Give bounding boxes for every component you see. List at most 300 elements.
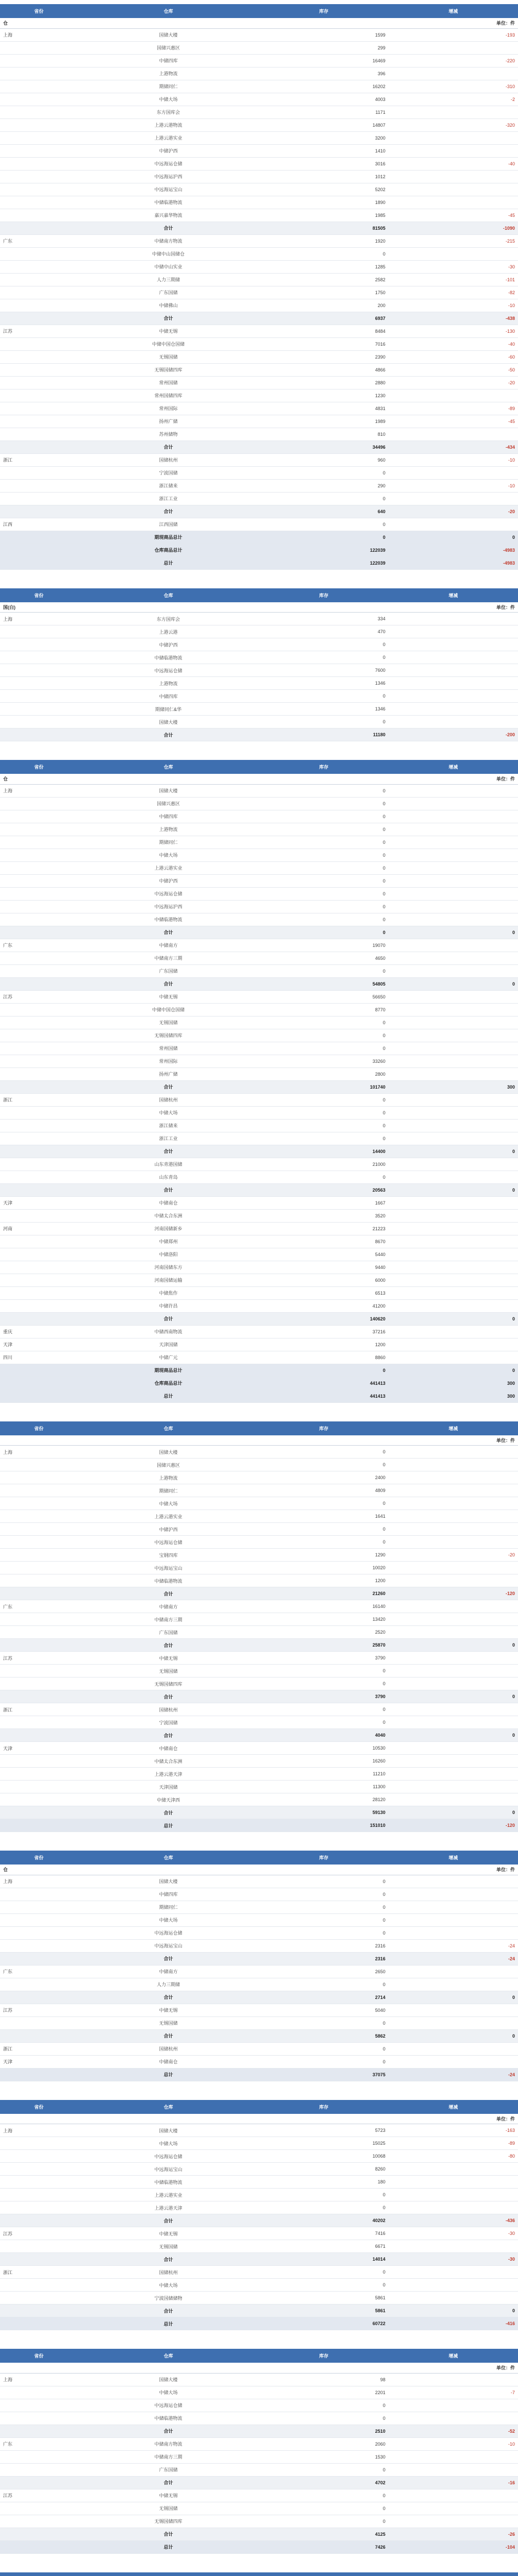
province-cell <box>0 2502 78 2515</box>
table-row <box>0 376 518 389</box>
stock-cell: 8860 <box>259 1351 389 1364</box>
table-row <box>0 2515 518 2528</box>
stock-cell: 0 <box>259 1042 389 1055</box>
province-cell <box>0 2279 78 2292</box>
table-row <box>0 2016 518 2029</box>
stock-cell: 101740 <box>259 1080 389 1093</box>
stock-cell: 16469 <box>259 54 389 67</box>
store-cell: 中远海运宝山 <box>78 2163 259 2176</box>
change-cell <box>389 952 518 964</box>
table-row <box>0 1235 518 1248</box>
stock-cell: 0 <box>259 1446 389 1459</box>
subtotal-row <box>0 1587 518 1600</box>
subtotal-row <box>0 2528 518 2540</box>
header-stock: 库存 <box>259 2349 389 2363</box>
change-cell <box>389 2176 518 2189</box>
province-cell <box>0 1377 78 1389</box>
header-province: 省份 <box>0 760 78 774</box>
province-cell <box>0 900 78 913</box>
province-cell <box>0 196 78 209</box>
table-row <box>0 2150 518 2163</box>
province-cell <box>0 1016 78 1029</box>
table-row <box>0 1793 518 1806</box>
province-cell <box>0 2292 78 2304</box>
report-title-row <box>0 18 518 28</box>
province-cell <box>0 913 78 926</box>
table-row <box>0 2137 518 2150</box>
store-cell: 国储杭州 <box>78 453 259 466</box>
stock-cell: 470 <box>259 625 389 638</box>
store-cell: 中储沪西 <box>78 638 259 651</box>
store-cell: 中储南仓 <box>78 1742 259 1755</box>
stock-cell: 0 <box>259 2042 389 2055</box>
stock-cell: 0 <box>259 1016 389 1029</box>
province-cell <box>0 1716 78 1729</box>
header-change: 增减 <box>389 588 518 602</box>
province-cell <box>0 1183 78 1196</box>
table-row <box>0 67 518 80</box>
subtotal-row <box>0 2253 518 2266</box>
change-cell: -52 <box>389 2425 518 2437</box>
table-row <box>0 1755 518 1768</box>
change-cell <box>389 664 518 677</box>
table-row <box>0 651 518 664</box>
province-cell <box>0 1055 78 1067</box>
table-row <box>0 196 518 209</box>
header-store: 仓库 <box>78 4 259 18</box>
province-cell <box>0 1562 78 1574</box>
province-cell: 广东 <box>0 1965 78 1978</box>
table-row <box>0 887 518 900</box>
province-cell <box>0 836 78 849</box>
total-row <box>0 531 518 544</box>
province-cell <box>0 2540 78 2553</box>
province-cell <box>0 1209 78 1222</box>
province-cell <box>0 1389 78 1402</box>
table-row <box>0 1106 518 1119</box>
table-row <box>0 157 518 170</box>
change-cell <box>389 492 518 505</box>
change-cell <box>389 1613 518 1626</box>
table-row <box>0 913 518 926</box>
stock-cell: 2714 <box>259 1991 389 2004</box>
stock-cell: 0 <box>259 810 389 823</box>
change-cell: -30 <box>389 2227 518 2240</box>
province-cell <box>0 1901 78 1913</box>
province-cell <box>0 1364 78 1377</box>
table-row <box>0 1978 518 1991</box>
province-cell <box>0 1991 78 2004</box>
header-change: 增减 <box>389 760 518 774</box>
province-cell: 江苏 <box>0 990 78 1003</box>
store-cell: 中储中国仓国储 <box>78 337 259 350</box>
change-cell: -30 <box>389 2253 518 2266</box>
table-row <box>0 183 518 196</box>
store-cell: 宁波国储 <box>78 1716 259 1729</box>
table-row <box>0 273 518 286</box>
report-table <box>0 588 518 742</box>
stock-report-table <box>0 4 518 570</box>
store-cell: 中储大场 <box>78 849 259 861</box>
store-cell: 中储大场 <box>78 1913 259 1926</box>
stock-cell: 1750 <box>259 286 389 299</box>
stock-cell: 151010 <box>259 1819 389 1832</box>
store-cell: 浙江工业 <box>78 492 259 505</box>
store-cell: 人力三期储 <box>78 1978 259 1991</box>
stock-cell: 960 <box>259 453 389 466</box>
store-cell: 国储杭州 <box>78 2266 259 2279</box>
stock-cell: 0 <box>259 913 389 926</box>
province-cell <box>0 350 78 363</box>
change-cell <box>389 900 518 913</box>
header-stock: 库存 <box>259 588 389 602</box>
table-row <box>0 2189 518 2201</box>
stock-report-table <box>0 2572 518 2576</box>
store-cell: 上港物流 <box>78 823 259 836</box>
stock-cell: 2520 <box>259 1626 389 1639</box>
table-row <box>0 1286 518 1299</box>
store-cell: 上港云港物流 <box>78 118 259 131</box>
change-cell <box>389 170 518 183</box>
table-row <box>0 41 518 54</box>
table-row <box>0 350 518 363</box>
stock-cell: 7416 <box>259 2227 389 2240</box>
province-cell: 江西 <box>0 518 78 531</box>
table-row <box>0 1703 518 1716</box>
table-row <box>0 2450 518 2463</box>
change-cell: 0 <box>389 1639 518 1652</box>
subtotal-row <box>0 1312 518 1325</box>
table-row <box>0 1768 518 1781</box>
change-cell <box>389 1196 518 1209</box>
change-cell <box>389 1042 518 1055</box>
province-cell: 上海 <box>0 613 78 625</box>
stock-cell: 4650 <box>259 952 389 964</box>
store-cell: 中储南方三期 <box>78 952 259 964</box>
change-cell: -20 <box>389 376 518 389</box>
province-cell <box>0 716 78 728</box>
change-cell: -4983 <box>389 556 518 569</box>
store-cell: 合计 <box>78 2476 259 2489</box>
province-cell <box>0 1665 78 1677</box>
change-cell: -104 <box>389 2540 518 2553</box>
table-row <box>0 415 518 428</box>
change-cell <box>389 2004 518 2016</box>
stock-cell: 0 <box>259 2055 389 2068</box>
province-cell <box>0 2214 78 2227</box>
province-cell: 天津 <box>0 1338 78 1351</box>
report-title-row <box>0 2363 518 2373</box>
stock-cell: 290 <box>259 479 389 492</box>
store-cell: 合计 <box>78 2425 259 2437</box>
stock-cell: 0 <box>259 1888 389 1901</box>
store-cell: 宁波国储 <box>78 466 259 479</box>
change-cell <box>389 784 518 797</box>
store-cell: 河南国储东方 <box>78 1261 259 1274</box>
store-cell: 中远海运仓储 <box>78 2150 259 2163</box>
stock-cell: 0 <box>259 2266 389 2279</box>
change-cell <box>389 1875 518 1888</box>
table-row <box>0 2042 518 2055</box>
stock-cell: 6513 <box>259 1286 389 1299</box>
province-cell <box>0 1145 78 1158</box>
stock-cell: 10020 <box>259 1562 389 1574</box>
province-cell <box>0 664 78 677</box>
stock-cell: 98 <box>259 2373 389 2386</box>
change-cell <box>389 1781 518 1793</box>
stock-cell: 0 <box>259 651 389 664</box>
stock-cell: 0 <box>259 1364 389 1377</box>
stock-cell: 5040 <box>259 2004 389 2016</box>
province-cell <box>0 823 78 836</box>
stock-cell: 5202 <box>259 183 389 196</box>
province-cell <box>0 625 78 638</box>
table-row <box>0 170 518 183</box>
stock-cell: 0 <box>259 1171 389 1183</box>
store-cell: 国储大楼 <box>78 1446 259 1459</box>
header-store: 仓库 <box>78 1421 259 1435</box>
province-cell <box>0 2463 78 2476</box>
table-row <box>0 402 518 415</box>
store-cell: 无锡国储 <box>78 1665 259 1677</box>
change-cell: -80 <box>389 2150 518 2163</box>
store-cell: 合计 <box>78 2304 259 2317</box>
province-cell <box>0 1119 78 1132</box>
province-cell <box>0 638 78 651</box>
province-cell <box>0 2386 78 2399</box>
stock-cell: 3016 <box>259 157 389 170</box>
store-cell: 仓库商品总计 <box>78 544 259 556</box>
table-header-row <box>0 2100 518 2114</box>
province-cell <box>0 1132 78 1145</box>
table-row <box>0 1913 518 1926</box>
store-cell: 山东青岛 <box>78 1171 259 1183</box>
store-cell: 期储同仁 <box>78 836 259 849</box>
province-cell: 上海 <box>0 1875 78 1888</box>
change-cell <box>389 1768 518 1781</box>
stock-cell: 1410 <box>259 144 389 157</box>
stock-cell: 10068 <box>259 2150 389 2163</box>
change-cell <box>389 1742 518 1755</box>
store-cell: 扬州广储 <box>78 1067 259 1080</box>
stock-cell: 0 <box>259 926 389 939</box>
stock-cell: 0 <box>259 1523 389 1536</box>
stock-cell: 0 <box>259 2279 389 2292</box>
table-row <box>0 337 518 350</box>
province-cell <box>0 1613 78 1626</box>
table-row <box>0 1781 518 1793</box>
store-cell: 中远海运宝山 <box>78 183 259 196</box>
table-row <box>0 2176 518 2189</box>
change-cell <box>389 1093 518 1106</box>
province-cell <box>0 964 78 977</box>
store-cell: 合计 <box>78 1312 259 1325</box>
store-cell: 期现商品总计 <box>78 1364 259 1377</box>
change-cell <box>389 2240 518 2253</box>
province-cell <box>0 1106 78 1119</box>
store-cell: 合计 <box>78 728 259 741</box>
subtotal-row <box>0 505 518 518</box>
header-store: 仓库 <box>78 2349 259 2363</box>
store-cell: 常州国际 <box>78 1055 259 1067</box>
header-stock: 库存 <box>259 4 389 18</box>
total-row <box>0 2068 518 2081</box>
store-cell: 上港云港实业 <box>78 1510 259 1523</box>
stock-cell: 441413 <box>259 1377 389 1389</box>
store-cell: 中远海运宝山 <box>78 1939 259 1952</box>
table-row <box>0 874 518 887</box>
table-row <box>0 2279 518 2292</box>
table-row <box>0 1338 518 1351</box>
province-cell <box>0 376 78 389</box>
store-cell: 总计 <box>78 1819 259 1832</box>
stock-cell: 0 <box>259 964 389 977</box>
table-header-row <box>0 2572 518 2576</box>
province-cell <box>0 2317 78 2330</box>
province-cell: 天津 <box>0 1742 78 1755</box>
province-cell <box>0 1806 78 1819</box>
change-cell <box>389 861 518 874</box>
province-cell <box>0 2150 78 2163</box>
change-cell: -320 <box>389 118 518 131</box>
change-cell <box>389 1536 518 1549</box>
unit-label: 单位：件 <box>389 774 518 784</box>
province-cell <box>0 861 78 874</box>
stock-cell: 16140 <box>259 1600 389 1613</box>
store-cell: 总计 <box>78 556 259 569</box>
stock-cell: 5723 <box>259 2124 389 2137</box>
stock-cell: 14014 <box>259 2253 389 2266</box>
store-cell: 中远海运仓储 <box>78 664 259 677</box>
store-cell: 浙江储来 <box>78 1119 259 1132</box>
province-cell <box>0 93 78 106</box>
stock-cell: 16260 <box>259 1755 389 1768</box>
stock-cell: 1230 <box>259 389 389 402</box>
stock-cell: 200 <box>259 299 389 312</box>
province-cell: 浙江 <box>0 453 78 466</box>
stock-cell: 0 <box>259 2463 389 2476</box>
table-row <box>0 784 518 797</box>
stock-cell: 1200 <box>259 1338 389 1351</box>
store-cell: 中储南方物流 <box>78 2437 259 2450</box>
table-row <box>0 797 518 810</box>
province-cell <box>0 2016 78 2029</box>
stock-cell: 0 <box>259 874 389 887</box>
province-cell <box>0 1639 78 1652</box>
store-cell: 无锡国储四库 <box>78 1677 259 1690</box>
change-cell: -438 <box>389 312 518 325</box>
stock-cell: 21223 <box>259 1222 389 1235</box>
province-cell <box>0 1793 78 1806</box>
province-cell <box>0 492 78 505</box>
table-row <box>0 2489 518 2502</box>
province-cell <box>0 428 78 440</box>
stock-cell: 0 <box>259 1119 389 1132</box>
province-cell <box>0 2304 78 2317</box>
province-cell <box>0 703 78 716</box>
stock-cell: 41200 <box>259 1299 389 1312</box>
stock-cell: 1285 <box>259 260 389 273</box>
table-row <box>0 1196 518 1209</box>
store-cell: 中储临港物流 <box>78 913 259 926</box>
store-cell: 宝钢四库 <box>78 1549 259 1562</box>
stock-cell: 0 <box>259 849 389 861</box>
change-cell <box>389 990 518 1003</box>
header-stock: 库存 <box>259 1421 389 1435</box>
stock-cell: 60722 <box>259 2317 389 2330</box>
stock-cell: 1667 <box>259 1196 389 1209</box>
province-cell <box>0 209 78 222</box>
change-cell <box>389 2502 518 2515</box>
stock-cell: 1641 <box>259 1510 389 1523</box>
change-cell: -40 <box>389 157 518 170</box>
province-cell <box>0 1913 78 1926</box>
stock-cell: 0 <box>259 247 389 260</box>
header-province: 省份 <box>0 588 78 602</box>
change-cell: 0 <box>389 2304 518 2317</box>
stock-cell: 0 <box>259 1106 389 1119</box>
unit-label: 单位：件 <box>389 18 518 28</box>
store-cell: 中远海运仓储 <box>78 1536 259 1549</box>
store-cell: 中储郑州 <box>78 1235 259 1248</box>
store-cell: 国储大楼 <box>78 1875 259 1888</box>
change-cell: 0 <box>389 1729 518 1742</box>
stock-cell: 0 <box>259 823 389 836</box>
stock-cell: 19070 <box>259 939 389 952</box>
change-cell <box>389 2412 518 2425</box>
province-cell <box>0 728 78 741</box>
province-cell: 广东 <box>0 1600 78 1613</box>
province-cell <box>0 2068 78 2081</box>
stock-cell: 21000 <box>259 1158 389 1171</box>
table-row <box>0 1523 518 1536</box>
change-cell: -2 <box>389 93 518 106</box>
store-cell: 无锡国储四库 <box>78 1029 259 1042</box>
province-cell: 上海 <box>0 2373 78 2386</box>
change-cell <box>389 131 518 144</box>
stock-cell: 1290 <box>259 1549 389 1562</box>
stock-cell: 1346 <box>259 703 389 716</box>
store-cell: 东方国库会 <box>78 106 259 118</box>
report-table <box>0 2100 518 2331</box>
stock-cell: 7426 <box>259 2540 389 2553</box>
store-cell: 中储大场 <box>78 1497 259 1510</box>
store-cell: 河南国储新乡 <box>78 1222 259 1235</box>
table-row <box>0 625 518 638</box>
table-row <box>0 677 518 690</box>
province-cell <box>0 1003 78 1016</box>
change-cell <box>389 2055 518 2068</box>
stock-cell: 0 <box>259 1978 389 1991</box>
province-cell <box>0 144 78 157</box>
province-cell: 浙江 <box>0 2042 78 2055</box>
change-cell <box>389 1677 518 1690</box>
province-cell <box>0 1261 78 1274</box>
change-cell <box>389 964 518 977</box>
change-cell <box>389 1248 518 1261</box>
table-row <box>0 1093 518 1106</box>
change-cell: 0 <box>389 1690 518 1703</box>
change-cell <box>389 823 518 836</box>
stock-cell: 396 <box>259 67 389 80</box>
province-cell <box>0 2240 78 2253</box>
table-row <box>0 1600 518 1613</box>
province-cell <box>0 440 78 453</box>
change-cell: -45 <box>389 209 518 222</box>
change-cell: -89 <box>389 2137 518 2150</box>
stock-cell: 40202 <box>259 2214 389 2227</box>
table-row <box>0 1926 518 1939</box>
